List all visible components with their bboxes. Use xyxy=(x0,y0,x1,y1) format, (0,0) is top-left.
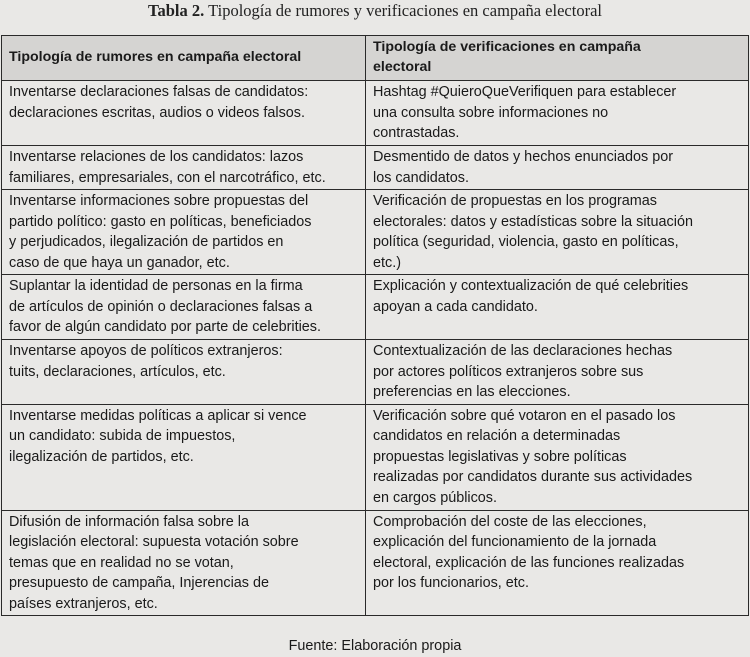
verification-cell: Comprobación del coste de las elecciones, explicación del funcionamiento de la jornada electoral, explicación de las funciones realizadas por los funcionarios, etc. xyxy=(366,510,749,616)
caption-text: Tipología de rumores y verificaciones en campaña electoral xyxy=(204,1,602,20)
table-row xyxy=(2,340,749,405)
rumor-cell: Inventarse informaciones sobre propuestas del partido político: gasto en políticas, beneficiados y perjudicados, ilegalización de partidos en caso de que haya un ganador, etc. xyxy=(2,190,366,275)
header-verificaciones: Tipología de verificaciones en campaña electoral xyxy=(366,36,749,81)
verification-cell: Hashtag #QuieroQueVerifiquen para establecer una consulta sobre informaciones no contrastadas. xyxy=(366,81,749,146)
table-caption xyxy=(0,1,750,21)
header-rumores: Tipología de rumores en campaña electoral xyxy=(2,36,366,81)
caption-label: Tabla 2. xyxy=(148,1,205,20)
verification-cell: Verificación sobre qué votaron en el pasado los candidatos en relación a determinadas propuestas legislativas y sobre políticas realizadas por candidatos durante sus actividades en cargos públicos. xyxy=(366,404,749,510)
rumor-cell: Inventarse apoyos de políticos extranjeros: tuits, declaraciones, artículos, etc. xyxy=(2,340,366,405)
verification-cell: Explicación y contextualización de qué celebrities apoyan a cada candidato. xyxy=(366,275,749,340)
rumor-cell: Difusión de información falsa sobre la legislación electoral: supuesta votación sobre temas que en realidad no se votan, presupuesto de campaña, Injerencias de países extranjeros, etc. xyxy=(2,510,366,616)
table-row xyxy=(2,404,749,510)
verification-cell: Desmentido de datos y hechos enunciados por los candidatos. xyxy=(366,146,749,190)
typology-table xyxy=(1,35,749,616)
source-note: Fuente: Elaboración propia xyxy=(288,638,462,654)
table-row xyxy=(2,190,749,275)
table-row xyxy=(2,81,749,146)
table-row xyxy=(2,146,749,190)
rumor-cell: Inventarse medidas políticas a aplicar si vence un candidato: subida de impuestos, ilegalización de partidos, etc. xyxy=(2,404,366,510)
table-header-row xyxy=(2,36,749,81)
rumor-cell: Suplantar la identidad de personas en la firma de artículos de opinión o declaraciones falsas a favor de algún candidato por parte de celebrities. xyxy=(2,275,366,340)
verification-cell: Verificación de propuestas en los programas electorales: datos y estadísticas sobre la situación política (seguridad, violencia, gasto en políticas, etc.) xyxy=(366,190,749,275)
table-row xyxy=(2,275,749,340)
table-row xyxy=(2,510,749,616)
verification-cell: Contextualización de las declaraciones hechas por actores políticos extranjeros sobre sus preferencias en las elecciones. xyxy=(366,340,749,405)
rumor-cell: Inventarse relaciones de los candidatos: lazos familiares, empresariales, con el narcotráfico, etc. xyxy=(2,146,366,190)
rumor-cell: Inventarse declaraciones falsas de candidatos: declaraciones escritas, audios o videos falsos. xyxy=(2,81,366,146)
